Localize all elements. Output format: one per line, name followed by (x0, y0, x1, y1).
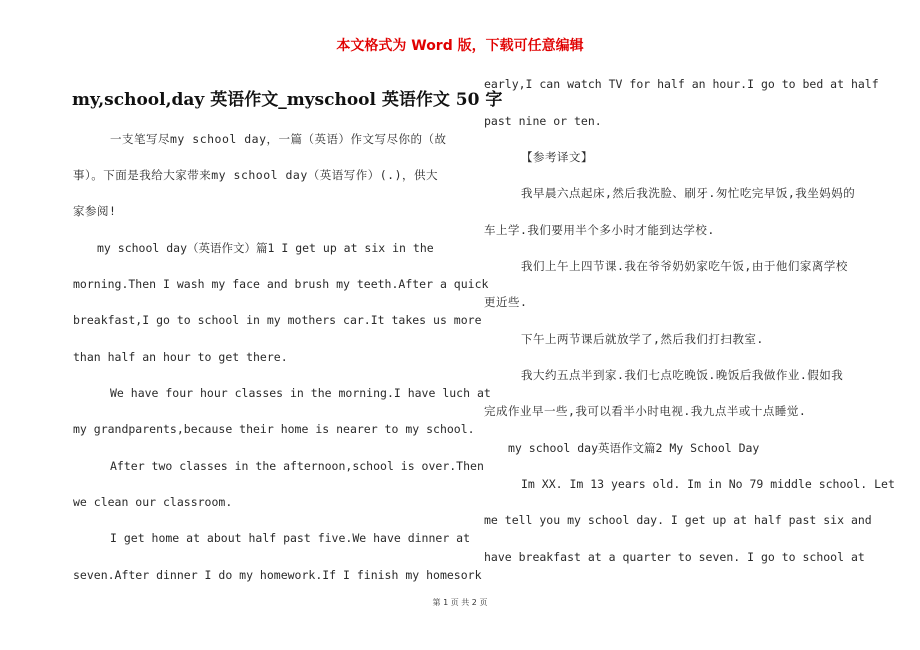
text-line: than half an hour to get there. (73, 350, 288, 364)
text-line: my school day（英语作文）篇1 I get up at six in the (97, 241, 434, 255)
format-banner: 本文格式为 Word 版，下载可任意编辑 (336, 38, 584, 54)
text-line: 车上学.我们要用半个多小时才能到达学校. (484, 223, 715, 237)
text-line: my school day英语作文篇2 My School Day (508, 441, 760, 455)
text-line: 我大约五点半到家.我们七点吃晚饭.晚饭后我做作业.假如我 (521, 368, 844, 382)
text-line: After two classes in the afternoon,school is over.Then (110, 459, 484, 473)
text-line: 我们上午上四节课.我在爷爷奶奶家吃午饭,由于他们家离学校 (521, 259, 848, 273)
text-line: We have four hour classes in the morning.I have luch at (110, 386, 491, 400)
text-line: past nine or ten. (484, 114, 602, 128)
text-line: 我早晨六点起床,然后我洗脸、刷牙.匆忙吃完早饭,我坐妈妈的 (521, 186, 856, 200)
text-line: seven.After dinner I do my homework.If I finish my homesork (73, 568, 482, 582)
text-line: 家参阅! (73, 204, 117, 218)
text-line: me tell you my school day. I get up at half past six and (484, 513, 872, 527)
section-heading: 【参考译文】 (521, 150, 593, 164)
text-line: 事）。下面是我给大家带来my school day（英语写作）(.)，供大 (73, 168, 439, 182)
text-line: 一支笔写尽my school day，一篇（英语）作文写尽你的（故 (110, 132, 447, 146)
text-line: 完成作业早一些,我可以看半小时电视.我九点半或十点睡觉. (484, 404, 807, 418)
text-line: 更近些. (484, 295, 528, 309)
text-line: morning.Then I wash my face and brush my teeth.After a quick (73, 277, 489, 291)
page-number-footer: 第 1 页 共 2 页 (432, 598, 488, 607)
text-line: 下午上两节课后就放学了,然后我们打扫教室. (521, 332, 764, 346)
text-line: have breakfast at a quarter to seven. I go to school at (484, 550, 865, 564)
text-line: we clean our classroom. (73, 495, 233, 509)
text-line: early,I can watch TV for half an hour.I go to bed at half (484, 77, 879, 91)
text-line: my grandparents,because their home is nearer to my school. (73, 422, 475, 436)
text-line: breakfast,I go to school in my mothers car.It takes us more (73, 313, 482, 327)
text-line: I get home at about half past five.We have dinner at (110, 531, 471, 545)
article-title: my,school,day 英语作文_myschool 英语作文 50 字 (72, 90, 503, 110)
text-line: Im XX. Im 13 years old. Im in No 79 middle school. Let (521, 477, 895, 491)
